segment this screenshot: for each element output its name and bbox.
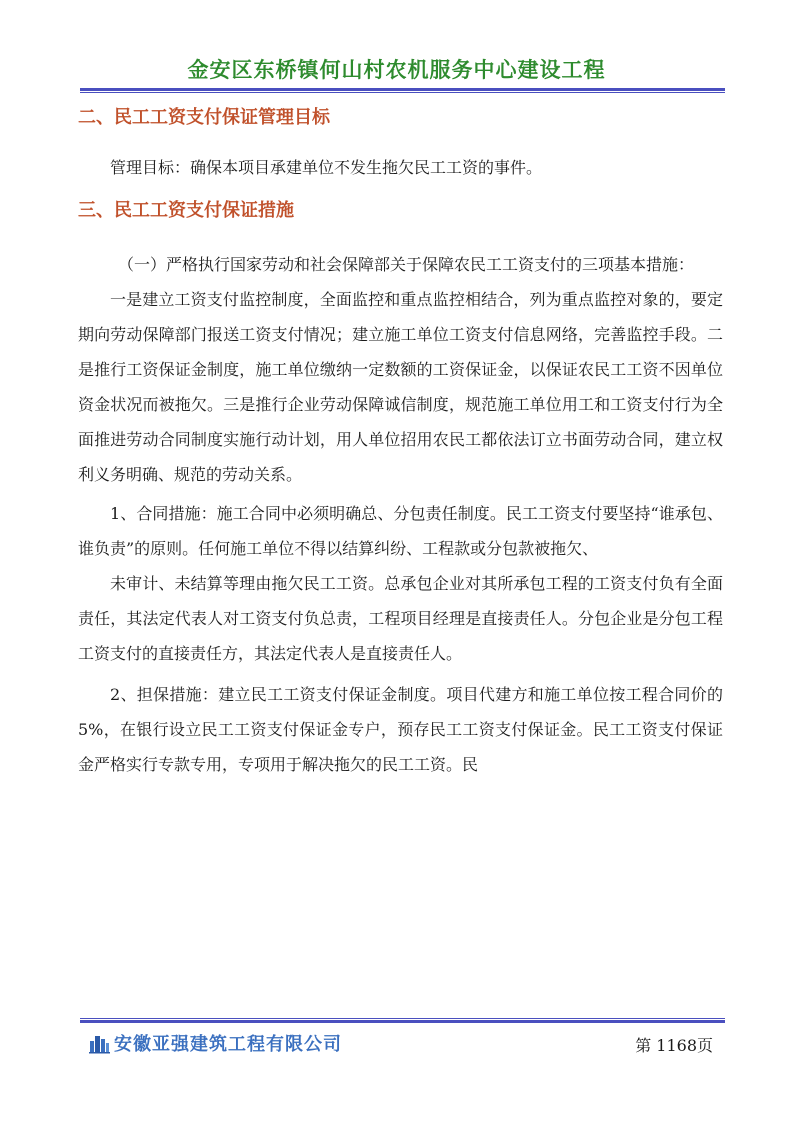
footer-divider (80, 1018, 725, 1023)
footer-company (88, 1030, 342, 1056)
document-body (78, 100, 723, 782)
guarantee-paragraph: 2、担保措施：建立民工工资支付保证金制度。项目代建方和施工单位按工程合同价的 5%，在银行设立民工工资支付保证金专户，预存民工工资支付保证金。民工工资支付保证金严格实行专款专用，专项用于解决拖欠的民工工资。民 (78, 685, 723, 774)
section-heading-2: 二、民工工资支付保证管理目标 (78, 107, 330, 128)
measure-body-paragraph: 一是建立工资支付监控制度，全面监控和重点监控相结合，列为重点监控对象的，要定期向劳动保障部门报送工资支付情况；建立施工单位工资支付信息网络，完善监控手段。二是推行工资保证金制度，施工单位缴纳一定数额的工资保证金，以保证农民工工资不因单位资金状况而被拖欠。三是推行企业劳动保障诚信制度，规范施工单位用工和工资支付行为全面推进劳动合同制度实施行动计划，用人单位招用农民工都依法订立书面劳动合同，建立权利义务明确、规范的劳动关系。 (78, 290, 723, 484)
measure-intro-paragraph: （一）严格执行国家劳动和社会保障部关于保障农民工工资支付的三项基本措施： (118, 255, 695, 274)
section-heading-3: 三、民工工资支付保证措施 (78, 200, 294, 221)
page-number: 第 1168页 (635, 1036, 713, 1055)
page-header-title: 金安区东桥镇何山村农机服务中心建设工程 (187, 58, 606, 82)
goal-paragraph: 管理目标：确保本项目承建单位不发生拖欠民工工资的事件。 (110, 158, 543, 177)
building-logo-icon (88, 1032, 110, 1054)
contract-paragraph-1: 1、合同措施：施工合同中必须明确总、分包责任制度。民工工资支付要坚持“谁承包、谁负责”的原则。任何施工单位不得以结算纠纷、工程款或分包款被拖欠、 (78, 504, 723, 558)
contract-paragraph-2: 未审计、未结算等理由拖欠民工工资。总承包企业对其所承包工程的工资支付负有全面责任，其法定代表人对工资支付负总责，工程项目经理是直接责任人。分包企业是分包工程工资支付的直接责任方，其法定代表人是直接责任人。 (78, 574, 723, 663)
company-name: 安徽亚强建筑工程有限公司 (114, 1034, 342, 1055)
header-divider (80, 88, 725, 93)
